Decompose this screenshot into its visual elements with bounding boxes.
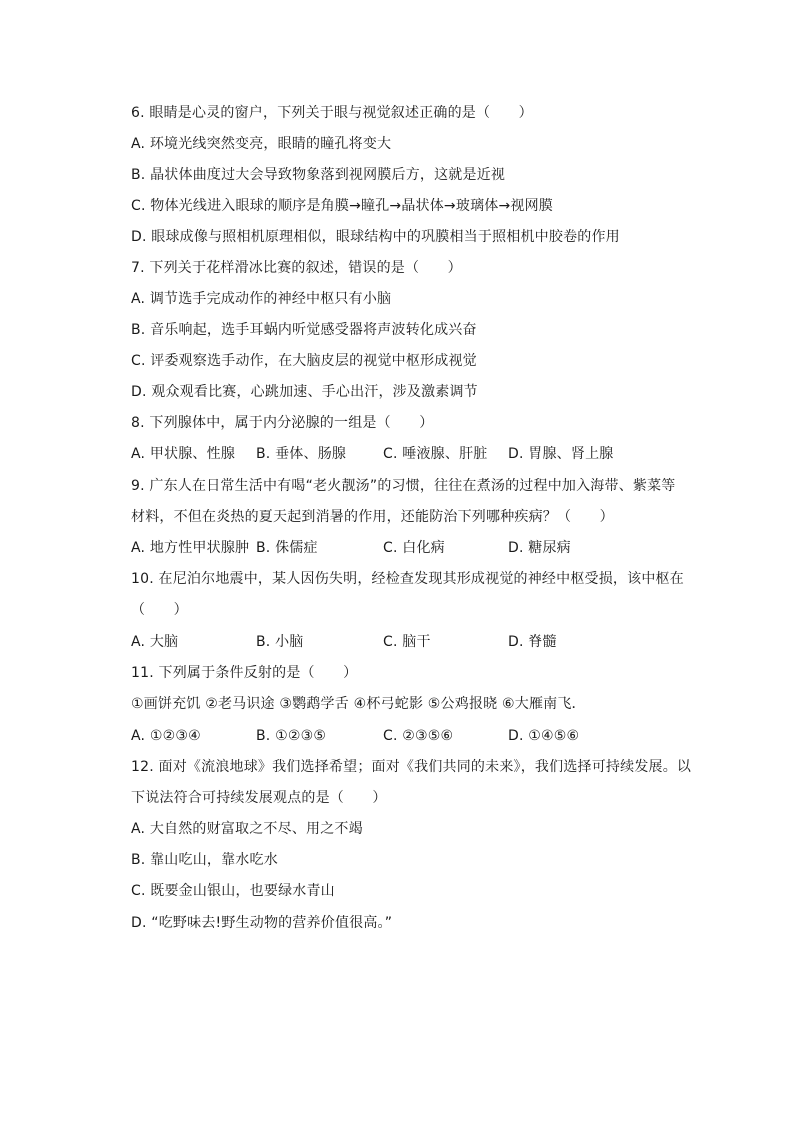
question-10-option-d: D. 脊髓 — [508, 634, 557, 650]
question-10-option-c: C. 脑干 — [383, 634, 431, 650]
question-6-option-b: B. 晶状体曲度过大会导致物象落到视网膜后方，这就是近视 — [131, 167, 506, 183]
question-11-option-c: C. ②③⑤⑥ — [383, 728, 454, 744]
question-8-option-c: C. 唾液腺、肝脏 — [383, 446, 488, 462]
question-12-option-c: C. 既要金山银山，也要绿水青山 — [131, 883, 335, 899]
question-9-stem-continued: 材料，不但在炎热的夏天起到消暑的作用，还能防治下列哪种疾病？（ ） — [131, 509, 614, 525]
question-6-option-c: C. 物体光线进入眼球的顺序是角膜→瞳孔→晶状体→玻璃体→视网膜 — [131, 198, 553, 214]
question-8-stem: 8. 下列腺体中，属于内分泌腺的一组是（ ） — [131, 415, 434, 431]
question-6-option-d: D. 眼球成像与照相机原理相似，眼球结构中的巩膜相当于照相机中胶卷的作用 — [131, 229, 620, 245]
question-6-stem: 6. 眼睛是心灵的窗户，下列关于眼与视觉叙述正确的是（ ） — [131, 105, 533, 121]
question-11-option-d: D. ①④⑤⑥ — [508, 728, 580, 744]
question-12-stem-continued: 下说法符合可持续发展观点的是（ ） — [131, 790, 387, 806]
question-7-option-c: C. 评委观察选手动作，在大脑皮层的视觉中枢形成视觉 — [131, 353, 477, 369]
question-8-option-a: A. 甲状腺、性腺 — [131, 446, 236, 462]
question-12-option-d: D. “吃野味去!野生动物的营养价值很高。” — [131, 915, 393, 931]
question-7-stem: 7. 下列关于花样滑冰比赛的叙述，错误的是（ ） — [131, 260, 462, 276]
question-12-stem: 12. 面对《流浪地球》我们选择希望；面对《我们共同的未来》，我们选择可持续发展。以 — [131, 759, 692, 775]
question-9-stem: 9. 广东人在日常生活中有喝“老火靓汤”的习惯，往往在煮汤的过程中加入海带、紫菜等 — [131, 478, 676, 494]
question-11-option-b: B. ①②③⑤ — [256, 728, 327, 744]
question-10-stem-continued: （ ） — [131, 602, 188, 618]
question-10-stem: 10. 在尼泊尔地震中，某人因伤失明，经检查发现其形成视觉的神经中枢受损，该中枢在 — [131, 571, 684, 587]
question-12-option-b: B. 靠山吃山，靠水吃水 — [131, 852, 278, 868]
question-9-option-a: A. 地方性甲状腺肿 — [131, 540, 250, 556]
question-9-option-c: C. 白化病 — [383, 540, 445, 556]
question-10-option-a: A. 大脑 — [131, 634, 179, 650]
question-8-option-d: D. 胃腺、肾上腺 — [508, 446, 614, 462]
question-10-option-b: B. 小脑 — [256, 634, 304, 650]
question-6-option-a: A. 环境光线突然变亮，眼睛的瞳孔将变大 — [131, 136, 392, 152]
question-11-statements: ①画饼充饥 ②老马识途 ③鹦鹉学舌 ④杯弓蛇影 ⑤公鸡报晓 ⑥大雁南飞． — [131, 696, 586, 712]
question-7-option-b: B. 音乐响起，选手耳蜗内听觉感受器将声波转化成兴奋 — [131, 322, 477, 338]
question-9-option-d: D. 糖尿病 — [508, 540, 571, 556]
question-11-stem: 11. 下列属于条件反射的是（ ） — [131, 665, 358, 681]
question-8-option-b: B. 垂体、肠腺 — [256, 446, 347, 462]
question-7-option-d: D. 观众观看比赛，心跳加速、手心出汗，涉及激素调节 — [131, 384, 478, 400]
question-12-option-a: A. 大自然的财富取之不尽、用之不竭 — [131, 821, 363, 837]
question-9-option-b: B. 侏儒症 — [256, 540, 318, 556]
question-11-option-a: A. ①②③④ — [131, 728, 201, 744]
question-7-option-a: A. 调节选手完成动作的神经中枢只有小脑 — [131, 291, 392, 307]
